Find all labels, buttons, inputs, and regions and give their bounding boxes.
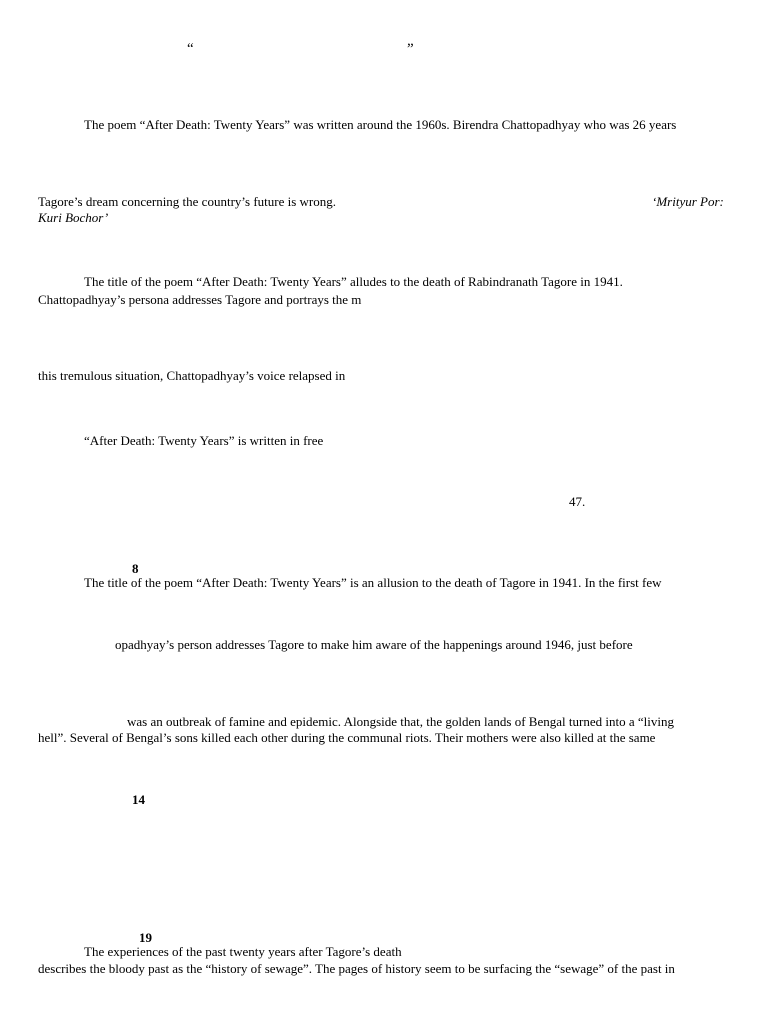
paragraph-1-line-1: The poem “After Death: Twenty Years” was written around the 1960s. Birendra Chattopadhyay who was 26 years: [84, 117, 677, 132]
paragraph-5-line-1: “After Death: Twenty Years” is written in free: [84, 433, 324, 448]
line-number-47: 47.: [569, 494, 586, 509]
paragraph-8-line-1: opadhyay’s person addresses Tagore to make him aware of the happenings around 1946, just before: [115, 637, 633, 652]
footnote-marker-19: 19: [139, 930, 152, 945]
paragraph-10-line-2: describes the bloody past as the “history of sewage”. The pages of history seem to be surfacing the “sewage” of the past in: [38, 961, 675, 976]
paragraph-9-line-1: was an outbreak of famine and epidemic. Alongside that, the golden lands of Bengal turned into a “living: [127, 714, 674, 729]
paragraph-9-line-2: hell”. Several of Bengal’s sons killed each other during the communal riots. Their mothers were also killed at the same: [38, 730, 656, 745]
footnote-marker-8: 8: [132, 561, 139, 576]
footnote-marker-14: 14: [132, 792, 145, 807]
poem-title-italic-b: Kuri Bochor’: [38, 210, 109, 225]
paragraph-7-line-1: The title of the poem “After Death: Twenty Years” is an allusion to the death of Tagore in 1941. In the first few: [84, 575, 662, 590]
poem-title-italic-a: ‘Mrityur Por:: [652, 194, 724, 209]
paragraph-2-line-1: Tagore’s dream concerning the country’s future is wrong.: [38, 194, 336, 209]
paragraph-3-line-2: Chattopadhyay’s persona addresses Tagore and portrays the m: [38, 292, 362, 307]
paragraph-4-line-1: this tremulous situation, Chattopadhyay’s voice relapsed in: [38, 368, 346, 383]
close-quote-mark: ”: [407, 41, 414, 57]
paragraph-10-line-1: The experiences of the past twenty years after Tagore’s death: [84, 944, 402, 959]
open-quote-mark: “: [187, 41, 194, 57]
paragraph-3-line-1: The title of the poem “After Death: Twenty Years” alludes to the death of Rabindranath Tagore in 1941.: [84, 274, 623, 289]
